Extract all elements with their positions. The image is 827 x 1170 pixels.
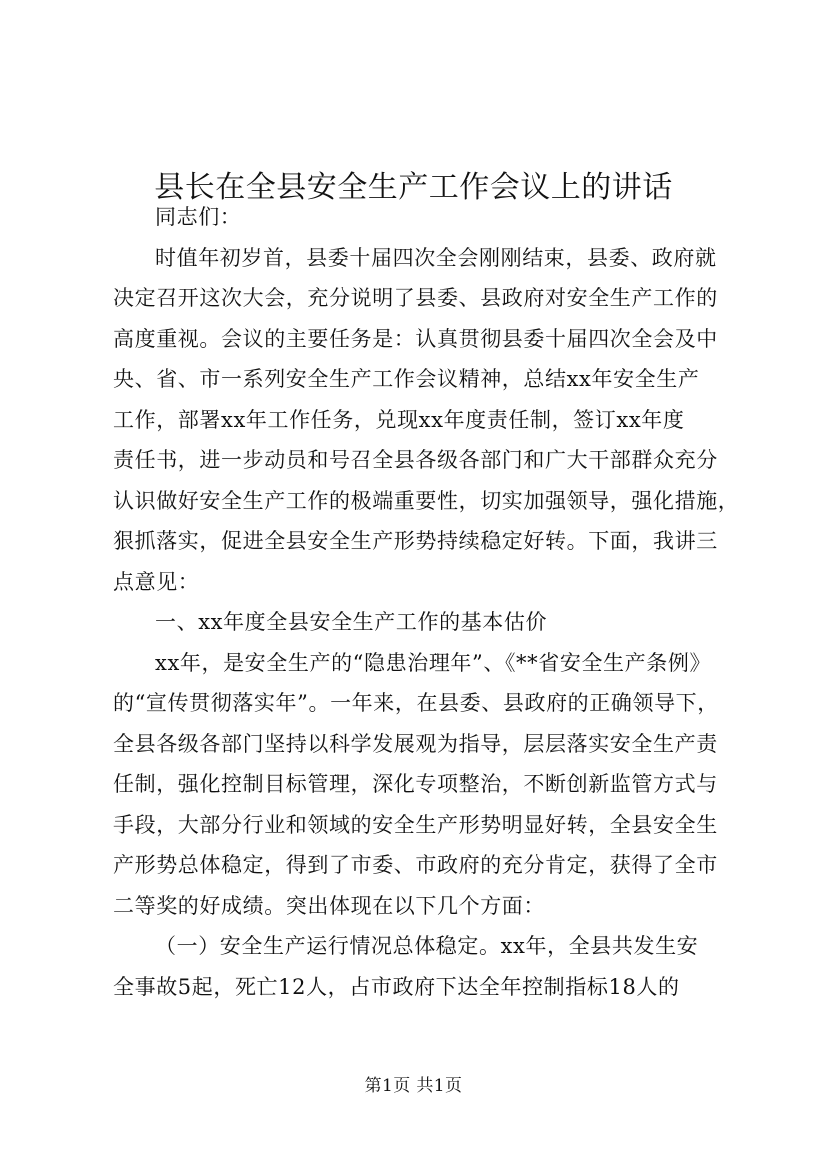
paragraph-line: 手段，大部分行业和领域的安全生产形势明显好转，全县安全生 bbox=[113, 812, 718, 837]
paragraph-opening bbox=[113, 238, 740, 603]
paragraph-line: 狠抓落实，促进全县安全生产形势持续稳定好转。下面，我讲三 bbox=[113, 529, 718, 553]
paragraph-line: 任制，强化控制目标管理，深化专项整治，不断创新监管方式与 bbox=[113, 772, 718, 796]
paragraph-line: 全事故5起，死亡12人，占市政府下达全年控制指标18人的 bbox=[113, 974, 680, 999]
section-heading: 一、xx年度全县安全生产工作的基本估价 bbox=[155, 610, 548, 634]
paragraph-line: 央、省、市一系列安全生产工作会议精神，总结xx年安全生产 bbox=[113, 367, 700, 391]
paragraph-line: 责任书，进一步动员和号召全县各级各部门和广大干部群众充分 bbox=[113, 448, 718, 472]
paragraph-line: 的“宣传贯彻落实年”。一年来，在县委、县政府的正确领导下， bbox=[113, 691, 719, 715]
paragraph-assessment bbox=[113, 643, 723, 927]
paragraph-subsection-one bbox=[113, 926, 723, 1007]
document-body bbox=[113, 197, 740, 1007]
paragraph-line: 产形势总体稳定，得到了市委、市政府的充分肯定，获得了全市 bbox=[113, 853, 718, 877]
salutation: 同志们： bbox=[155, 205, 242, 229]
paragraph-line: 点意见： bbox=[113, 569, 200, 594]
paragraph-line: 决定召开这次大会，充分说明了县委、县政府对安全生产工作的 bbox=[113, 286, 718, 310]
paragraph-line: （一）安全生产运行情况总体稳定。xx年，全县共发生安 bbox=[155, 934, 699, 958]
paragraph-line: 认识做好安全生产工作的极端重要性，切实加强领导，强化措施， bbox=[113, 488, 740, 513]
page-title: 县长在全县安全生产工作会议上的讲话 bbox=[154, 170, 673, 206]
paragraph-line: 高度重视。会议的主要任务是：认真贯彻县委十届四次全会及中 bbox=[113, 326, 718, 351]
paragraph-line: 二等奖的好成绩。突出体现在以下几个方面： bbox=[113, 893, 545, 918]
paragraph-line: xx年，是安全生产的“隐患治理年”、《**省安全生产条例》 bbox=[155, 650, 712, 675]
paragraph-line: 时值年初岁首，县委十届四次全会刚刚结束，县委、政府就 bbox=[155, 245, 717, 270]
paragraph-line: 全县各级各部门坚持以科学发展观为指导，层层落实安全生产责 bbox=[113, 731, 718, 756]
page-number-footer: 第1页 共1页 bbox=[364, 1076, 463, 1096]
paragraph-line: 工作，部署xx年工作任务，兑现xx年度责任制，签订xx年度 bbox=[113, 407, 685, 432]
